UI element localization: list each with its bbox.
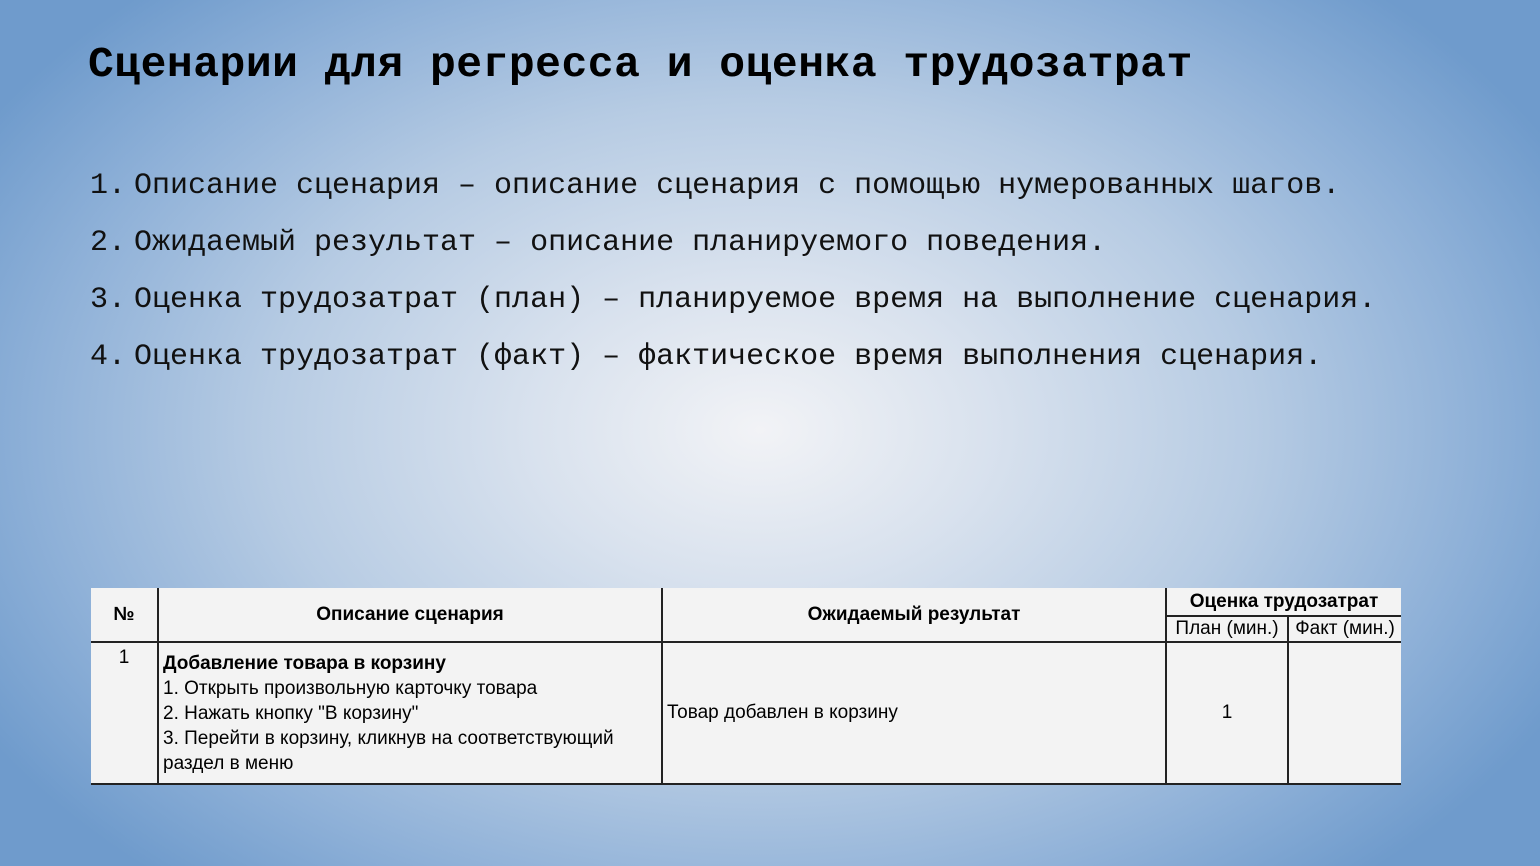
table-row: [91, 642, 1401, 784]
list-item-number: 3.: [90, 283, 127, 317]
list-item-number: 2.: [90, 226, 127, 260]
list-item-text: Оценка трудозатрат (факт) – фактическое время выполнения сценария.: [134, 340, 1323, 374]
scenario-table: [91, 588, 1401, 785]
scenario-step: 3. Перейти в корзину, кликнув на соответствующий раздел в меню: [163, 727, 614, 774]
list-item-number: 4.: [90, 340, 127, 374]
list-item: [90, 329, 1490, 386]
cell-num: 1: [91, 642, 158, 784]
table-header-row: [91, 588, 1401, 616]
list-item: [90, 158, 1490, 215]
cell-description: [158, 642, 662, 784]
slide-title: Сценарии для регресса и оценка трудозатрат: [88, 40, 1193, 89]
header-plan: План (мин.): [1166, 616, 1288, 642]
list-item-text: Оценка трудозатрат (план) – планируемое время на выполнение сценария.: [134, 283, 1377, 317]
scenario-step: 2. Нажать кнопку "В корзину": [163, 702, 419, 724]
scenario-title: Добавление товара в корзину: [163, 652, 446, 674]
header-fact: Факт (мин.): [1288, 616, 1401, 642]
header-description: Описание сценария: [158, 588, 662, 642]
list-item: [90, 272, 1490, 329]
scenario-table-image: [91, 588, 1401, 784]
header-effort: Оценка трудозатрат: [1166, 588, 1401, 616]
list-item-number: 1.: [90, 169, 127, 203]
definitions-list: [90, 158, 1490, 386]
scenario-step: 1. Открыть произвольную карточку товара: [163, 677, 538, 699]
header-result: Ожидаемый результат: [662, 588, 1166, 642]
list-item-text: Ожидаемый результат – описание планируемого поведения.: [134, 226, 1107, 260]
cell-result: Товар добавлен в корзину: [662, 642, 1166, 784]
cell-plan: 1: [1166, 642, 1288, 784]
list-item: [90, 215, 1490, 272]
list-item-text: Описание сценария – описание сценария с помощью нумерованных шагов.: [134, 169, 1341, 203]
header-num: №: [91, 588, 158, 642]
cell-fact: [1288, 642, 1401, 784]
